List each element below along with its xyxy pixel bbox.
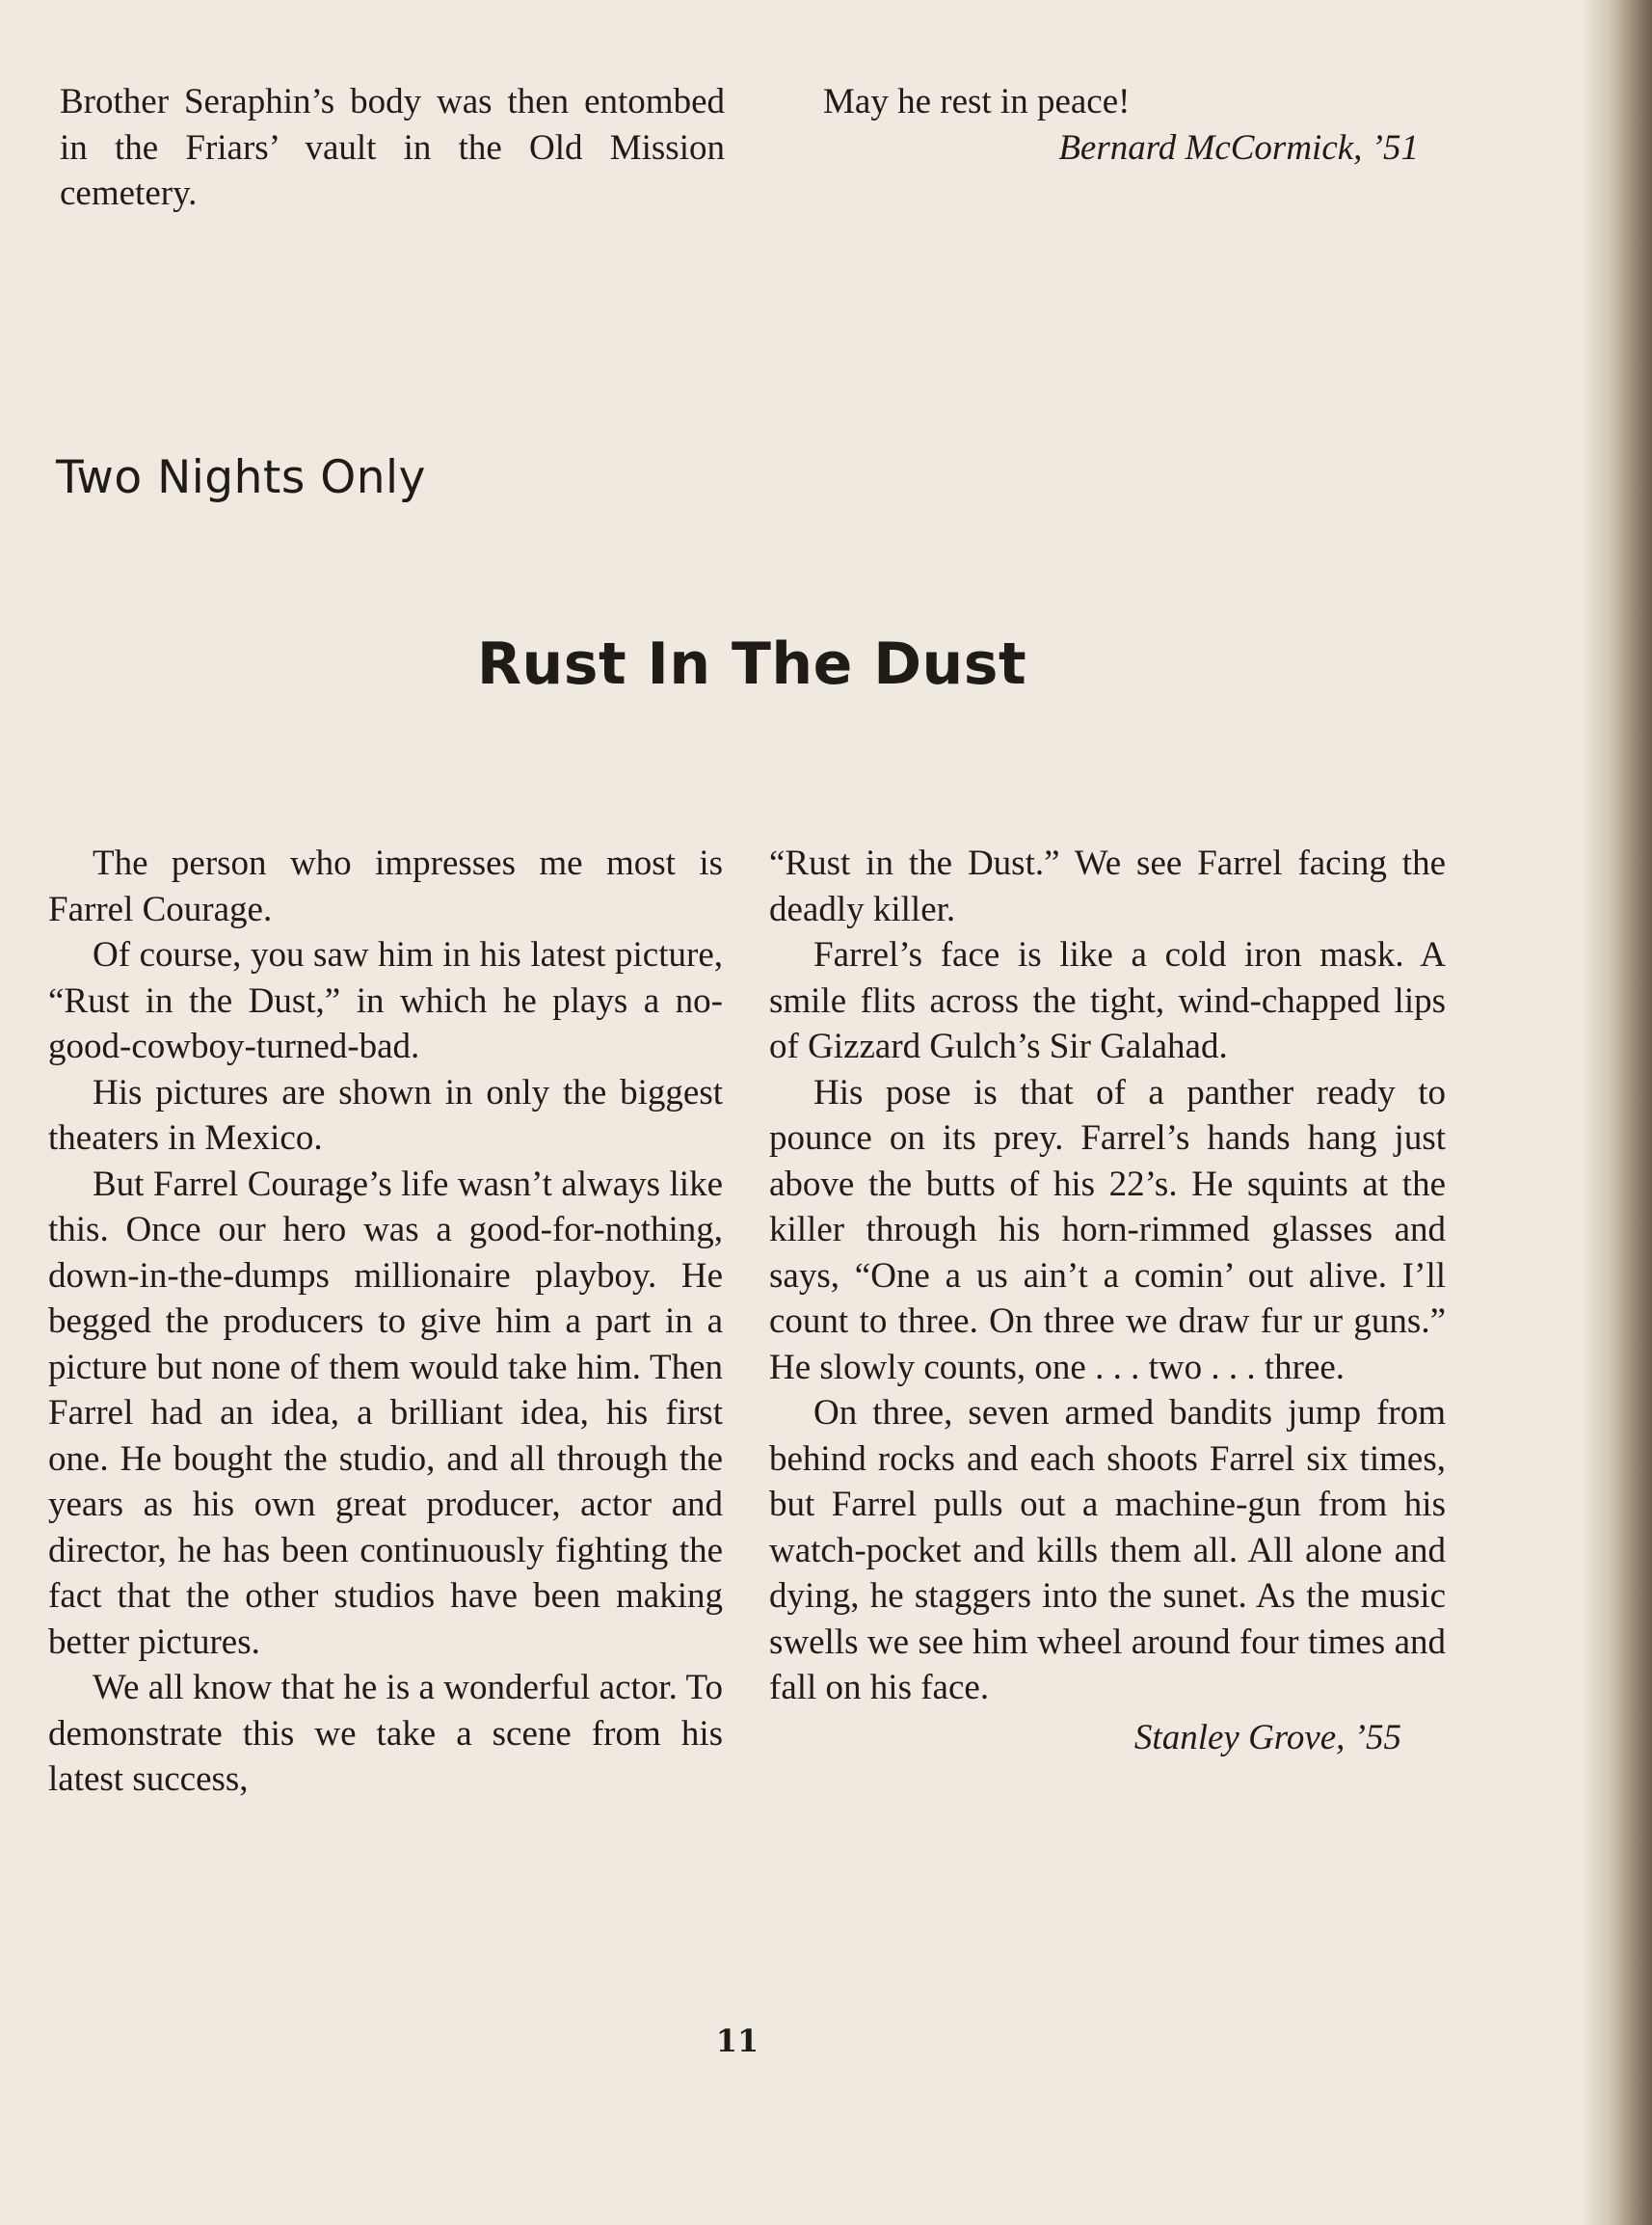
article-paragraph: Of course, you saw him in his latest picture, “Rust in the Dust,” in which he plays a no-good-cowboy-turned-bad. <box>48 935 723 1066</box>
article-paragraph: But Farrel Courage’s life wasn’t always like this. Once our hero was a good-for-nothing, down-in-the-dumps millionaire playboy. He begged the producers to give him a part in a picture but none of them would take him. Then Farrel had an idea, a brilliant idea, his first one. He bought the studio, and all through the years as his own great producer, actor and director, he has been continuously fighting the fact that the other studios have been making better pictures. <box>48 1164 723 1662</box>
previous-article-ending <box>60 79 725 217</box>
previous-article-closing <box>779 79 1419 172</box>
previous-article-signature: Bernard McCormick, ’51 <box>1058 128 1419 168</box>
article-signature: Stanley Grove, ’55 <box>1133 1717 1401 1757</box>
article-column-left <box>48 841 723 1803</box>
closing-line: May he rest in peace! <box>823 82 1131 121</box>
article-column-right <box>769 841 1446 1761</box>
article-paragraph: We all know that he is a wonderful actor. To demonstrate this we take a scene from his latest success, <box>48 1668 723 1799</box>
page-binding-edge <box>1606 0 1652 2225</box>
article-paragraph: Farrel’s face is like a cold iron mask. A smile flits across the tight, wind-chapped lips of Gizzard Gulch’s Sir Galahad. <box>769 935 1446 1066</box>
article-title: Rust In The Dust <box>476 630 1027 698</box>
article-paragraph: “Rust in the Dust.” We see Farrel facing the deadly killer. <box>769 844 1446 929</box>
previous-article-paragraph: Brother Seraphin’s body was then entombed in the Friars’ vault in the Old Mission cemetery. <box>60 82 725 213</box>
article-paragraph: His pictures are shown in only the biggest theaters in Mexico. <box>48 1072 723 1158</box>
article-paragraph: On three, seven armed bandits jump from behind rocks and each shoots Farrel six times, but Farrel pulls out a machine-gun from his watch-pocket and kills them all. All alone and dying, he staggers into the sunet. As the music swells we see him wheel around four times and fall on his face. <box>769 1393 1446 1707</box>
article-paragraph: His pose is that of a panther ready to pounce on its prey. Farrel’s hands hang just above the butts of his 22’s. He squints at the killer through his horn-rimmed glasses and says, “One a us ain’t a comin’ out alive. I’ll count to three. On three we draw fur ur guns.” He slowly counts, one . . . two . . . three. <box>769 1072 1446 1387</box>
article-paragraph: The person who impresses me most is Farrel Courage. <box>48 844 723 929</box>
page-number: 11 <box>715 2023 759 2059</box>
section-title: Two Nights Only <box>56 451 426 504</box>
binding-shadow <box>1581 0 1606 2225</box>
